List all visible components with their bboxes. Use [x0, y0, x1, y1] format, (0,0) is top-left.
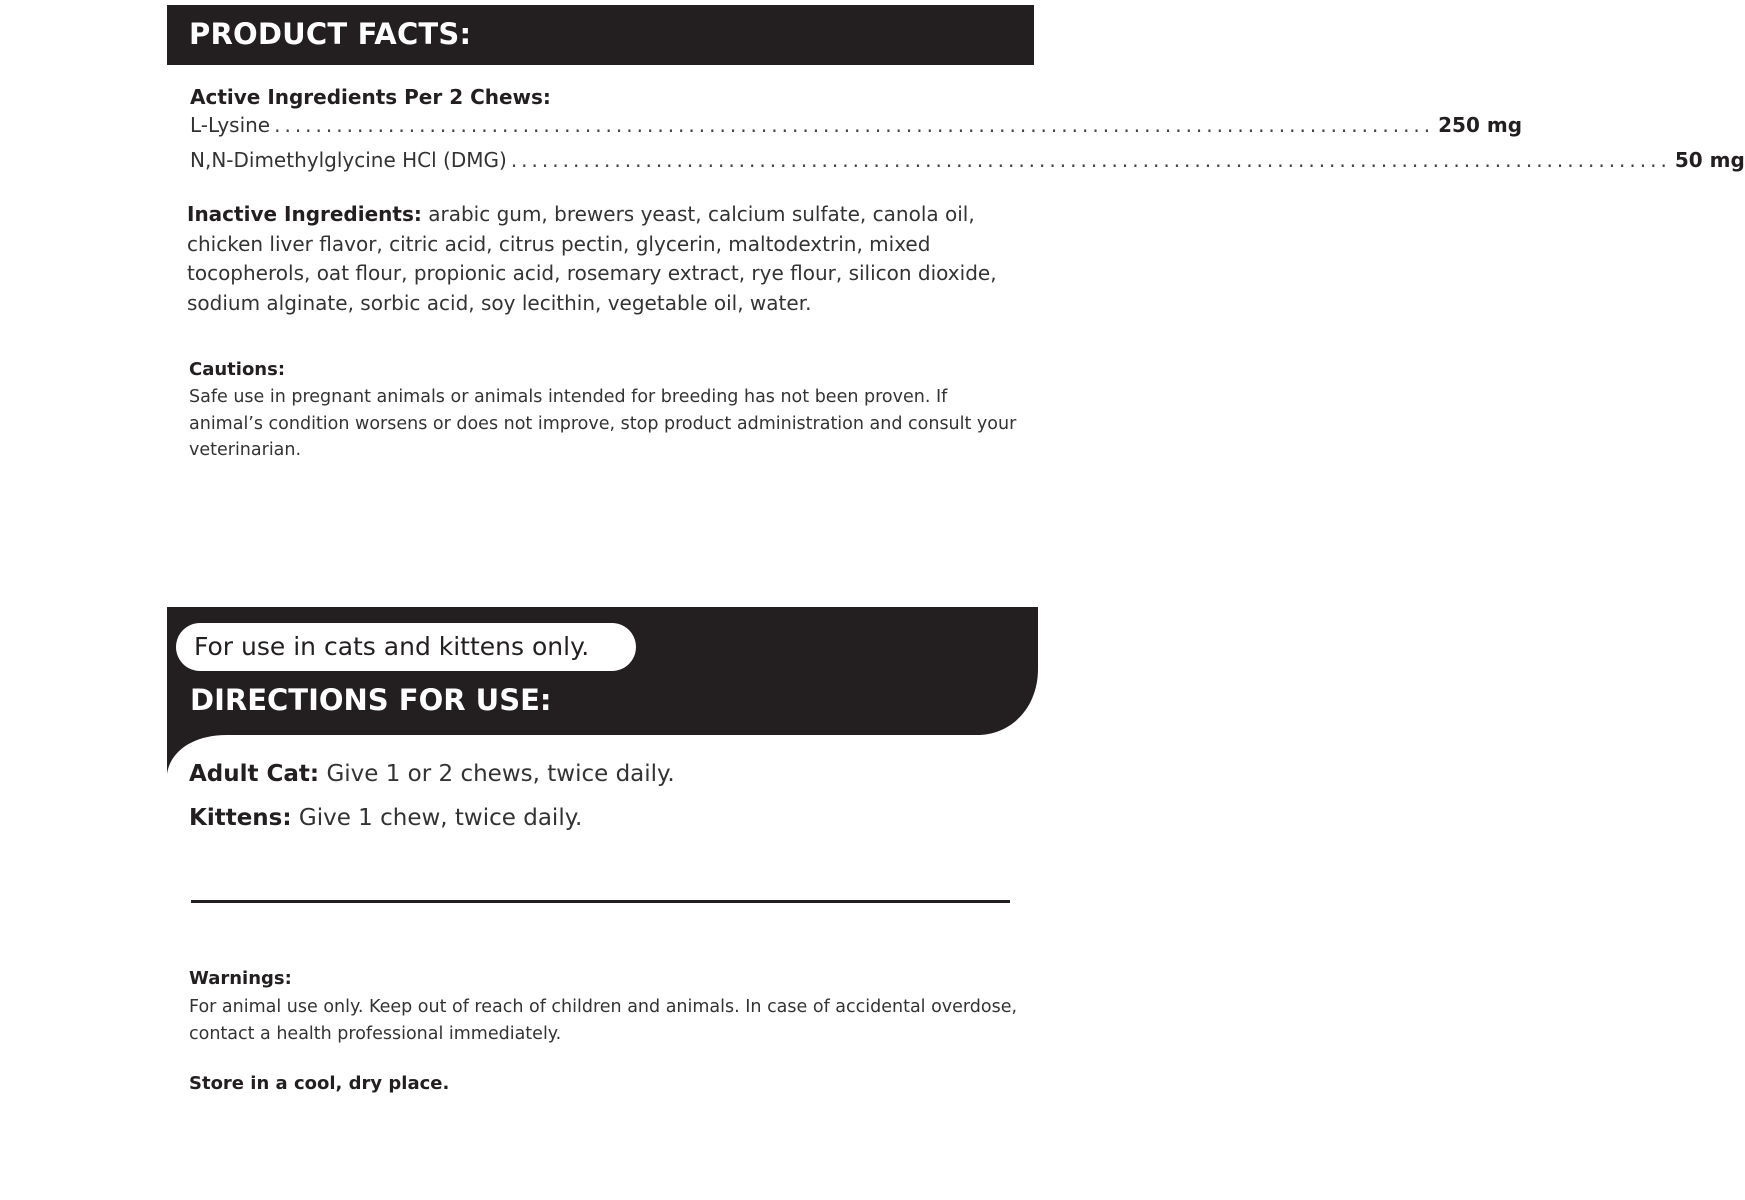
- kitten-dosage: [189, 805, 582, 831]
- section-divider: [191, 900, 1010, 903]
- directions-title: DIRECTIONS FOR USE:: [190, 683, 552, 717]
- ingredient-amount: 250 mg: [1438, 113, 1523, 137]
- adult-cat-dosage: [189, 761, 675, 787]
- ingredient-name: N,N-Dimethylglycine HCl (DMG): [190, 148, 507, 172]
- inactive-ingredients: [187, 200, 1017, 318]
- cats-only-pill: For use in cats and kittens only.: [176, 623, 636, 671]
- kitten-label: Kittens:: [189, 805, 292, 831]
- kitten-text: Give 1 chew, twice daily.: [298, 805, 583, 831]
- product-facts-header: [167, 5, 1034, 65]
- dot-leader: ................................................................................................................: [274, 113, 1435, 137]
- cautions-text: Safe use in pregnant animals or animals intended for breeding has not been proven. If animal’s condition worsens or does not improve, stop product administration and consult your veterinarian.: [189, 387, 1017, 460]
- product-facts-title: PRODUCT FACTS:: [189, 17, 472, 51]
- adult-cat-text: Give 1 or 2 chews, twice daily.: [326, 761, 675, 787]
- storage-instructions: Store in a cool, dry place.: [189, 1073, 450, 1094]
- ingredient-row: [190, 148, 1745, 172]
- ingredient-amount: 50 mg: [1674, 148, 1745, 172]
- cautions-title: Cautions:: [189, 359, 286, 380]
- ingredient-row: [190, 113, 1523, 137]
- active-ingredients-title: Active Ingredients Per 2 Chews:: [190, 85, 551, 109]
- inactive-ingredients-text: arabic gum, brewers yeast, calcium sulfate, canola oil, chicken liver flavor, citric acid, citrus pectin, glycerin, maltodextrin, mixed tocopherols, oat flour, propionic acid, rosemary extract, rye flour, silicon dioxide, sodium alginate, sorbic acid, soy lecithin, vegetable oil, water.: [187, 202, 997, 315]
- warnings-title: Warnings:: [189, 968, 292, 989]
- inactive-ingredients-label: Inactive Ingredients:: [187, 202, 422, 226]
- ingredient-name: L-Lysine: [190, 113, 271, 137]
- dot-leader: ................................................................................................................: [510, 148, 1671, 172]
- adult-cat-label: Adult Cat:: [189, 761, 320, 787]
- warnings-text: For animal use only. Keep out of reach of children and animals. In case of accidental overdose, contact a health professional immediately.: [189, 997, 1018, 1044]
